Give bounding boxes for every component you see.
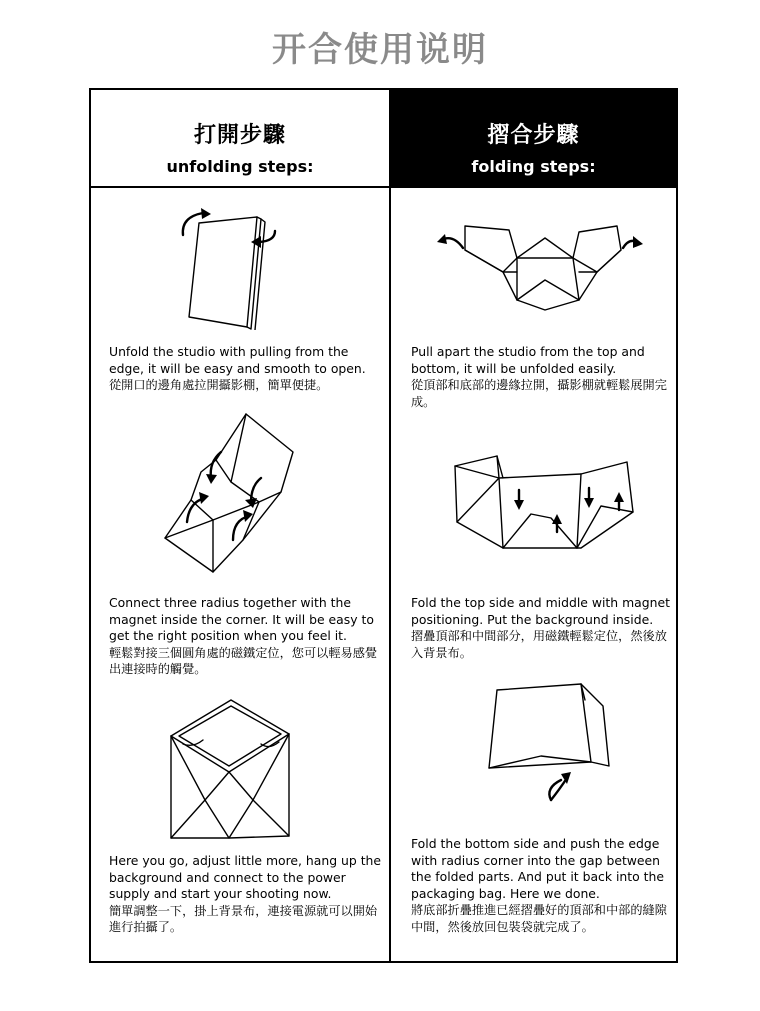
fold-top-middle-illustration	[451, 452, 641, 554]
unfolding-step-1-zh: 從開口的邊角處拉開攝影棚，簡單便捷。	[109, 378, 329, 392]
unfolding-step-2-zh: 輕鬆對接三個圓角處的磁鐵定位，您可以輕易感覺出連接時的觸覺。	[109, 645, 378, 676]
folding-step-1-zh: 從頂部和底部的邊緣拉開，攝影棚就輕鬆展開完成。	[411, 378, 667, 409]
column-divider	[389, 90, 391, 961]
folding-title-zh: 摺合步驟	[487, 123, 580, 148]
unfolding-step-1	[109, 344, 387, 394]
unfolding-step-3-en: Here you go, adjust little more, hang up the background and connect to the power supply and start your shooting now.	[109, 853, 382, 901]
folding-step-1	[411, 344, 673, 410]
folding-step-2	[411, 595, 675, 661]
instruction-table	[89, 88, 678, 963]
fold-bottom-push-edge-illustration	[485, 682, 615, 807]
unfolding-step-1-en: Unfold the studio with pulling from the edge, it will be easy and smooth to open.	[109, 344, 366, 376]
unfolding-title-en: unfolding steps:	[166, 157, 314, 176]
folding-step-1-en: Pull apart the studio from the top and bottom, it will be unfolded easily.	[411, 344, 645, 376]
folding-step-2-zh: 摺疊頂部和中間部分，用磁鐵輕鬆定位，然後放入背景布。	[411, 629, 667, 660]
folding-step-2-en: Fold the top side and middle with magnet positioning. Put the background inside.	[411, 595, 670, 627]
folding-step-3-zh: 將底部折疊推進已經摺疊好的頂部和中部的縫隙中間，然後放回包裝袋就完成了。	[411, 903, 667, 934]
pull-apart-top-bottom-illustration	[437, 220, 647, 320]
page-title: 开合使用说明	[272, 30, 488, 70]
unfolding-step-2-en: Connect three radius together with the magnet inside the corner. It will be easy to get the right position when you feel it.	[109, 595, 374, 643]
folding-header	[391, 90, 676, 186]
unfolding-step-2	[109, 595, 387, 678]
folding-step-3-en: Fold the bottom side and push the edge with radius corner into the gap between the folded parts. And put it back into the packaging bag. Here we done.	[411, 836, 664, 901]
unfolding-title-zh: 打開步驟	[193, 123, 286, 148]
header-divider	[91, 186, 676, 188]
connect-radius-corners-illustration	[161, 412, 301, 582]
unfolding-step-3	[109, 853, 385, 936]
folding-title-en: folding steps:	[471, 157, 596, 176]
unfolding-step-3-zh: 簡單調整一下，掛上背景布，連接電源就可以開始進行拍攝了。	[109, 903, 378, 934]
folding-step-3	[411, 836, 673, 935]
assembled-studio-box-illustration	[169, 696, 294, 841]
unfold-pull-edge-illustration	[171, 205, 291, 330]
unfolding-header	[91, 90, 389, 186]
